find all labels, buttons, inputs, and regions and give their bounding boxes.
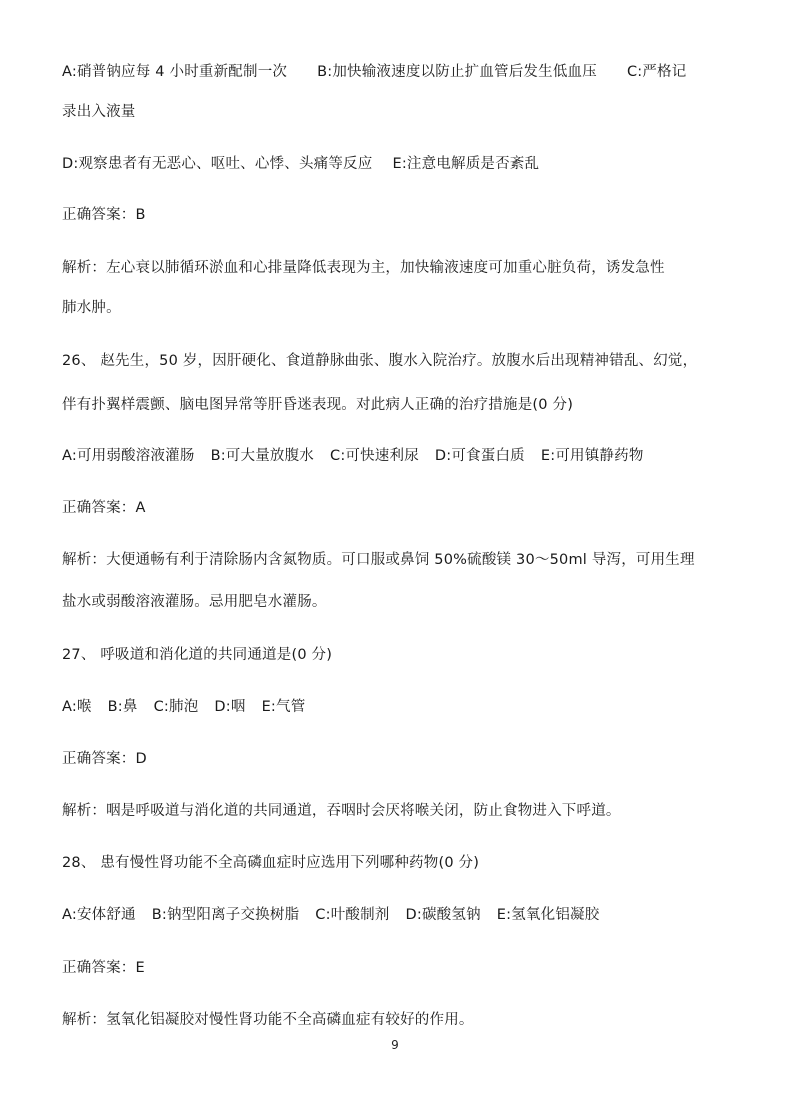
q27-analysis: 解析：咽是呼吸道与消化道的共同通道，吞咽时会厌将喉关闭，防止食物进入下呼道。 xyxy=(62,803,621,819)
q26-question-line-1: 26、 赵先生，50 岁，因肝硬化、食道静脉曲张、腹水入院治疗。放腹水后出现精神错乱、幻觉， xyxy=(62,353,698,369)
q25-option-c: C:严格记 xyxy=(626,64,687,80)
q28-option-e: E:氢氧化铝凝胶 xyxy=(496,907,600,923)
q26-question-line-2: 伴有扑翼样震颤、脑电图异常等肝昏迷表现。对此病人正确的治疗措施是(0 分) xyxy=(62,397,574,413)
q26-option-b: B:可大量放腹水 xyxy=(210,448,314,464)
q27-question: 27、 呼吸道和消化道的共同通道是(0 分) xyxy=(62,647,333,663)
q28-question: 28、 患有慢性肾功能不全高磷血症时应选用下列哪种药物(0 分) xyxy=(62,855,480,871)
page-number: 9 xyxy=(391,1038,399,1052)
q28-option-b: B:钠型阳离子交换树脂 xyxy=(151,907,300,923)
q25-options-line-1 xyxy=(62,62,750,82)
q27-option-c: C:肺泡 xyxy=(153,699,199,715)
q27-answer: 正确答案：D xyxy=(62,751,147,767)
q25-analysis-line-2: 肺水肿。 xyxy=(62,300,121,316)
q26-analysis-line-2: 盐水或弱酸溶液灌肠。忌用肥皂水灌肠。 xyxy=(62,594,327,610)
q26-options xyxy=(62,446,750,466)
q26-option-c: C:可快速利尿 xyxy=(330,448,419,464)
q27-options xyxy=(62,697,750,717)
q25-options-line-2 xyxy=(62,154,750,174)
q27-option-d: D:咽 xyxy=(214,699,246,715)
q25-option-d: D:观察患者有无恶心、呕吐、心悸、头痛等反应 xyxy=(62,156,373,172)
q27-option-e: E:气管 xyxy=(261,699,306,715)
q25-option-e: E:注意电解质是否紊乱 xyxy=(392,156,540,172)
q26-option-e: E:可用镇静药物 xyxy=(540,448,644,464)
q27-option-a: A:喉 xyxy=(62,699,92,715)
q25-answer: 正确答案：B xyxy=(62,207,146,223)
q27-option-b: B:鼻 xyxy=(107,699,138,715)
q25-analysis-line-1: 解析：左心衰以肺循环淤血和心排量降低表现为主，加快输液速度可加重心脏负荷，诱发急性 xyxy=(62,260,665,276)
q26-option-d: D:可食蛋白质 xyxy=(434,448,525,464)
q28-answer: 正确答案：E xyxy=(62,960,145,976)
q25-option-a: A:硝普钠应每 4 小时重新配制一次 xyxy=(62,64,288,80)
q26-answer: 正确答案：A xyxy=(62,500,146,516)
q26-option-a: A:可用弱酸溶液灌肠 xyxy=(62,448,195,464)
q28-option-c: C:叶酸制剂 xyxy=(315,907,390,923)
q28-analysis: 解析：氢氧化铝凝胶对慢性肾功能不全高磷血症有较好的作用。 xyxy=(62,1012,474,1028)
q25-option-c-continued: 录出入液量 xyxy=(62,104,136,120)
q28-option-d: D:碳酸氢钠 xyxy=(405,907,481,923)
q28-option-a: A:安体舒通 xyxy=(62,907,136,923)
q26-analysis-line-1: 解析：大便通畅有利于清除肠内含氮物质。可口服或鼻饲 50%硫酸镁 30～50ml 导泻，可用生理 xyxy=(62,552,695,568)
q28-options xyxy=(62,905,750,925)
q25-option-b: B:加快输液速度以防止扩血管后发生低血压 xyxy=(317,64,597,80)
